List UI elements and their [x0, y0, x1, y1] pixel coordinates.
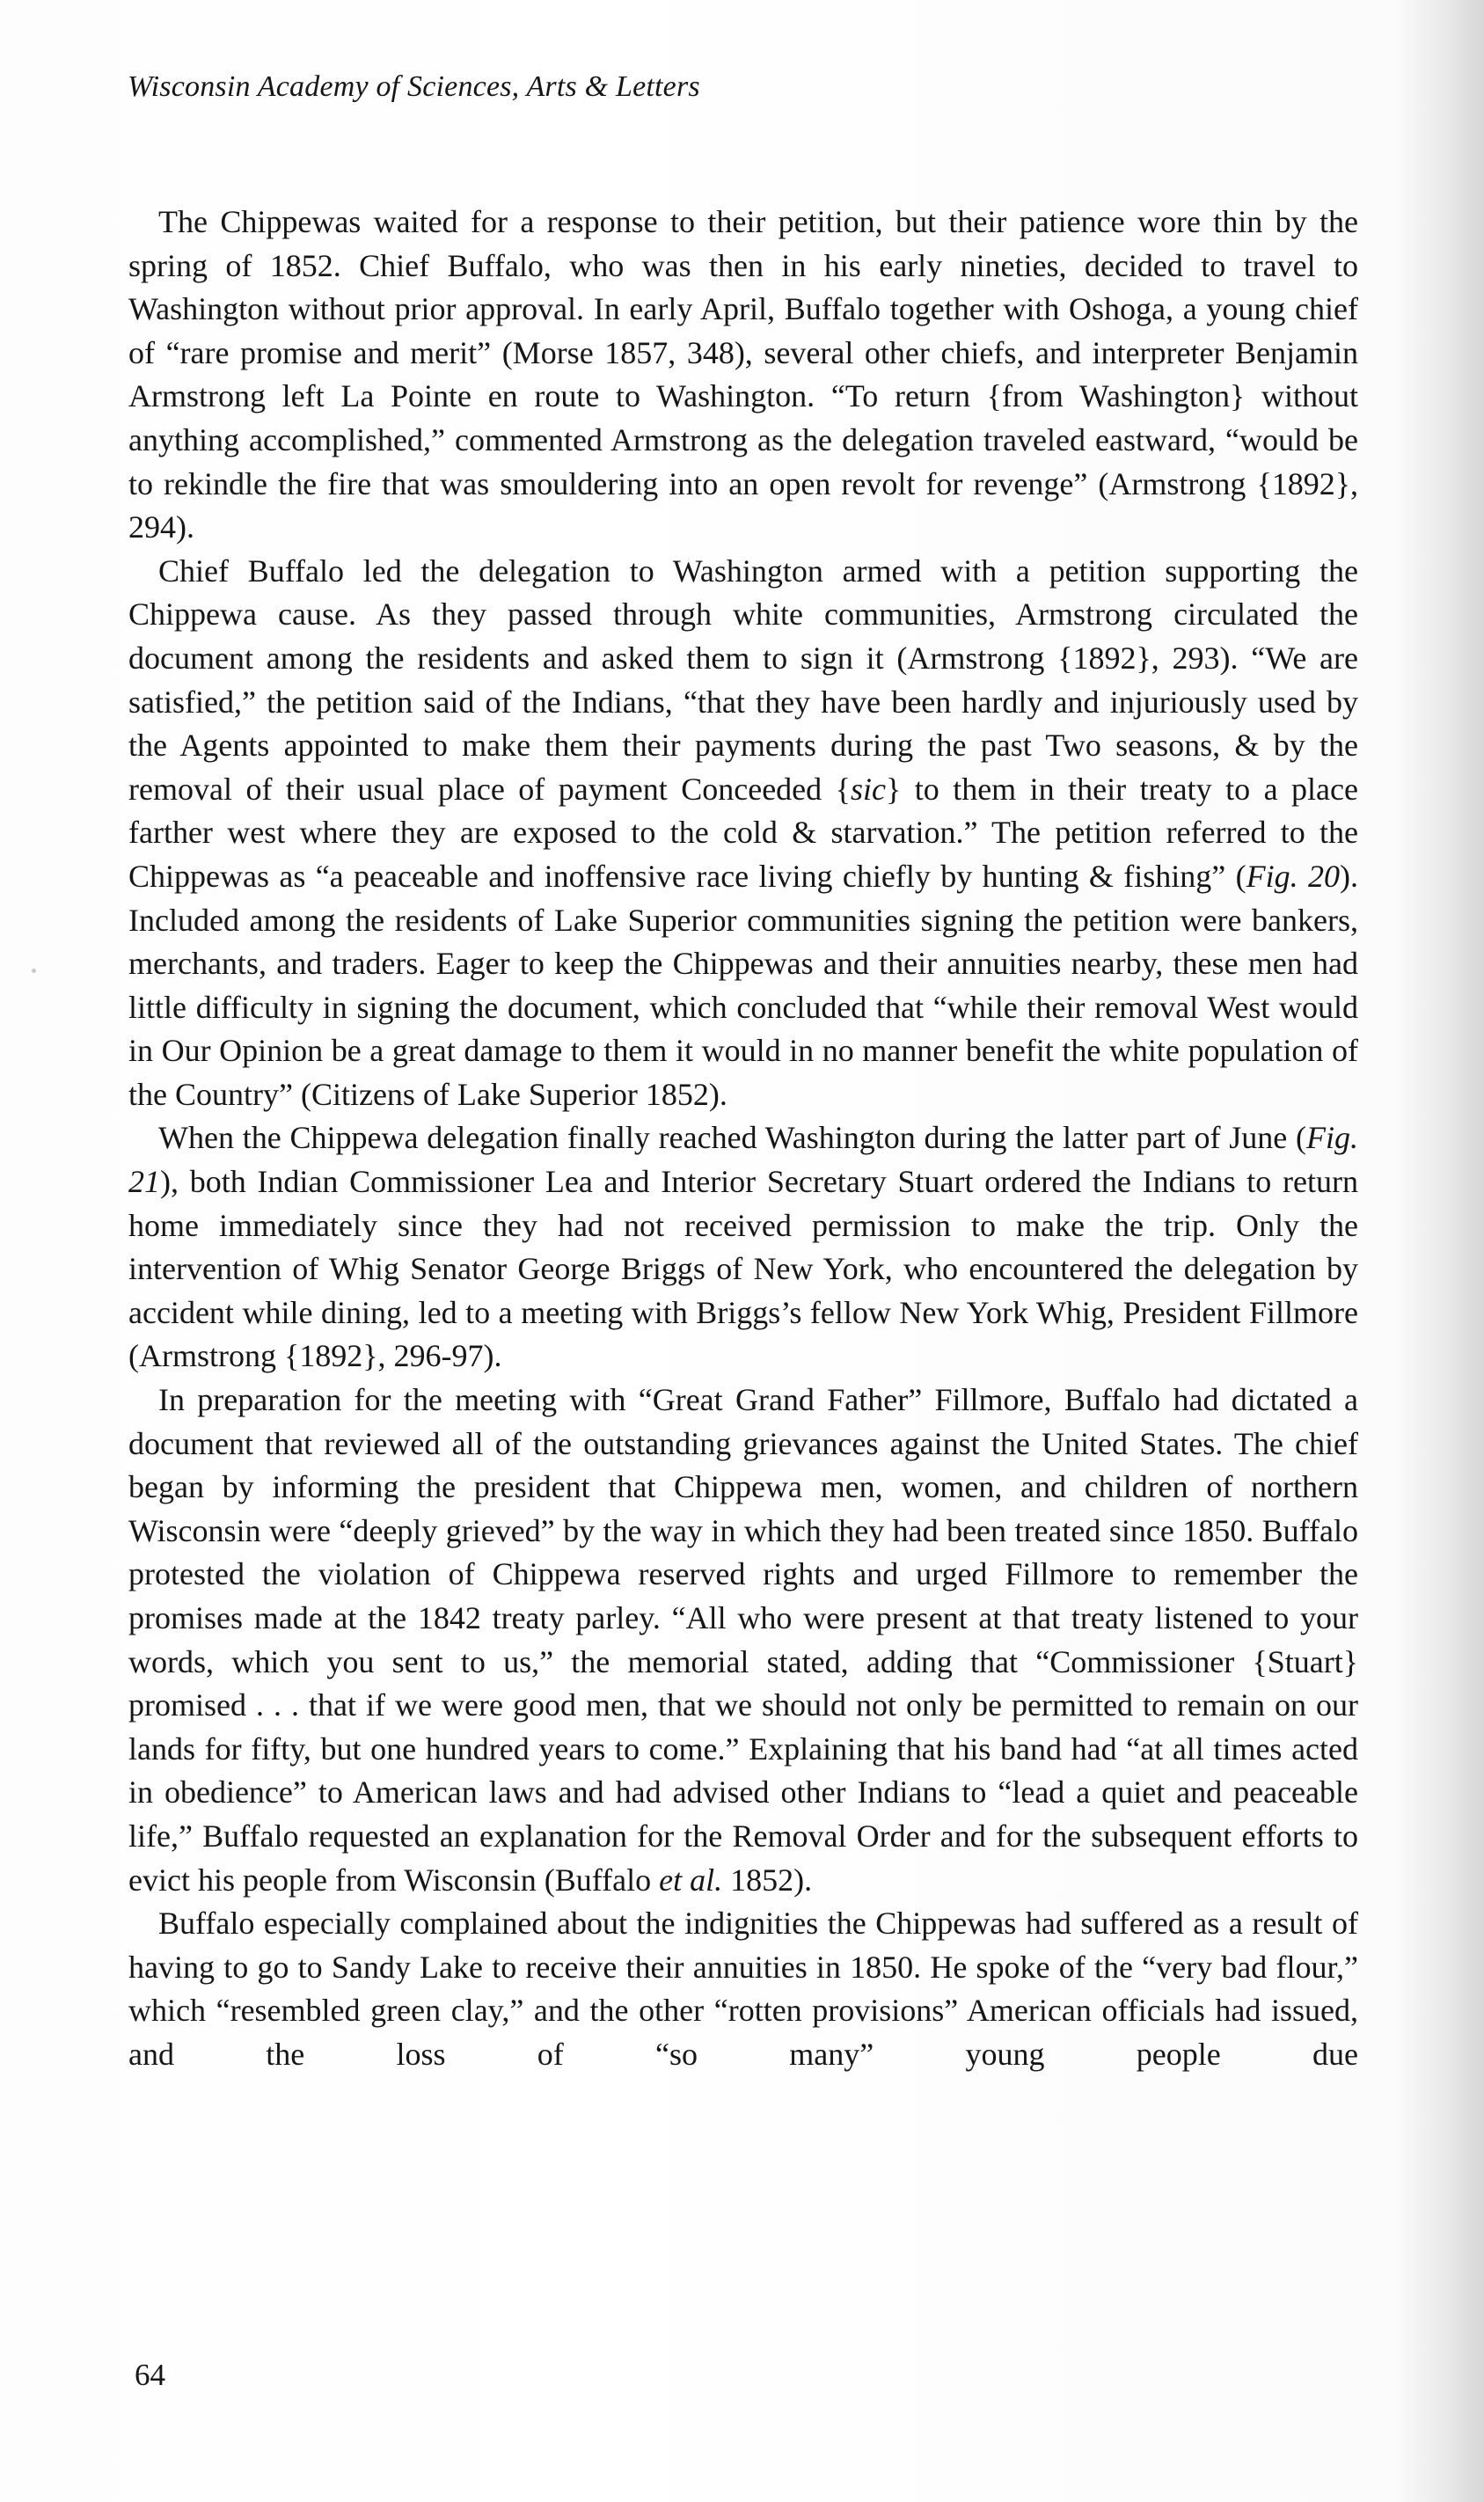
italic-run: et al.	[659, 1862, 723, 1898]
text-run: ). Included among the residents of Lake Superior communities signing the petition were bankers, merchants, and traders. Eager to keep the Chippewas and their annuities nearby, these men had little difficulty in signing the document, which concluded that “while their removal West would in Our Opinion be a great damage to them it would in no manner benefit the white population of the Country” (Citizens of Lake Superior 1852).	[128, 858, 1358, 1112]
paragraph	[128, 550, 1358, 1117]
text-run: Buffalo especially complained about the indignities the Chippewas had suffered as a result of having to go to Sandy Lake to receive their annuities in 1850. He spoke of the “very bad flour,” which “resembled green clay,” and the other “rotten provisions” American officials had issued, and the loss of “so many” young people due	[128, 1906, 1358, 2072]
text-run: Chief Buffalo led the delegation to Washington armed with a petition supporting the Chippewa cause. As they passed through white communities, Armstrong circulated the document among the residents and asked them to sign it (Armstrong {1892}, 293). “We are satisfied,” the petition said of the Indians, “that they have been hardly and injuriously used by the Agents appointed to make them their payments during the past Two seasons, & by the removal of their usual place of payment Conceeded {	[128, 552, 1358, 807]
italic-run: Fig. 20	[1246, 858, 1340, 894]
text-run: ), both Indian Commissioner Lea and Interior Secretary Stuart ordered the Indians to return home immediately since they had not received permission to make the trip. Only the intervention of Whig Senator George Briggs of New York, who encountered the delegation by accident while dining, led to a meeting with Briggs’s fellow New York Whig, President Fillmore (Armstrong {1892}, 296-97).	[128, 1164, 1358, 1374]
paragraph	[128, 1116, 1358, 1379]
text-run: When the Chippewa delegation finally reached Washington during the latter part of June (	[158, 1120, 1306, 1156]
body-text	[128, 201, 1358, 2077]
paragraph	[128, 201, 1358, 550]
text-run: In preparation for the meeting with “Great Grand Father” Fillmore, Buffalo had dictated a document that reviewed all of the outstanding grievances against the United States. The chief began by informing the president that Chippewa men, women, and children of northern Wisconsin were “deeply grieved” by the way in which they had been treated since 1850. Buffalo protested the violation of Chippewa reserved rights and urged Fillmore to remember the promises made at the 1842 treaty parley. “All who were present at that treaty listened to your words, which you sent to us,” the memorial stated, adding that “Commissioner {Stuart} promised . . . that if we were good men, that we should not only be permitted to remain on our lands for fifty, but one hundred years to come.” Explaining that his band had “at all times acted in obedience” to American laws and had advised other Indians to “lead a quiet and peaceable life,” Buffalo requested an explanation for the Removal Order and for the subsequent efforts to evict his people from Wisconsin (Buffalo	[128, 1382, 1358, 1898]
paragraph	[128, 1379, 1358, 1902]
scan-speck	[32, 969, 36, 973]
text-run: } to them in their treaty to a place farther west where they are exposed to the cold & starvation.” The petition referred to the Chippewas as “a peaceable and inoffensive race living chiefly by hunting & fishing” (	[128, 771, 1358, 894]
text-run: 1852).	[722, 1862, 813, 1898]
running-head: Wisconsin Academy of Sciences, Arts & Letters	[128, 70, 700, 103]
paragraph	[128, 1902, 1358, 2076]
italic-run: sic	[850, 771, 886, 807]
page-number: 64	[135, 2358, 165, 2392]
text-run: The Chippewas waited for a response to their petition, but their patience wore thin by the spring of 1852. Chief Buffalo, who was then in his early nineties, decided to travel to Washington without prior approval. In early April, Buffalo together with Oshoga, a young chief of “rare promise and merit” (Morse 1857, 348), several other chiefs, and interpreter Benjamin Armstrong left La Pointe en route to Washington. “To return {from Washington} without anything accomplished,” commented Armstrong as the delegation traveled eastward, “would be to rekindle the fire that was smouldering into an open revolt for revenge” (Armstrong {1892}, 294).	[128, 204, 1358, 545]
italic-run: Fig. 21	[128, 1120, 1358, 1200]
